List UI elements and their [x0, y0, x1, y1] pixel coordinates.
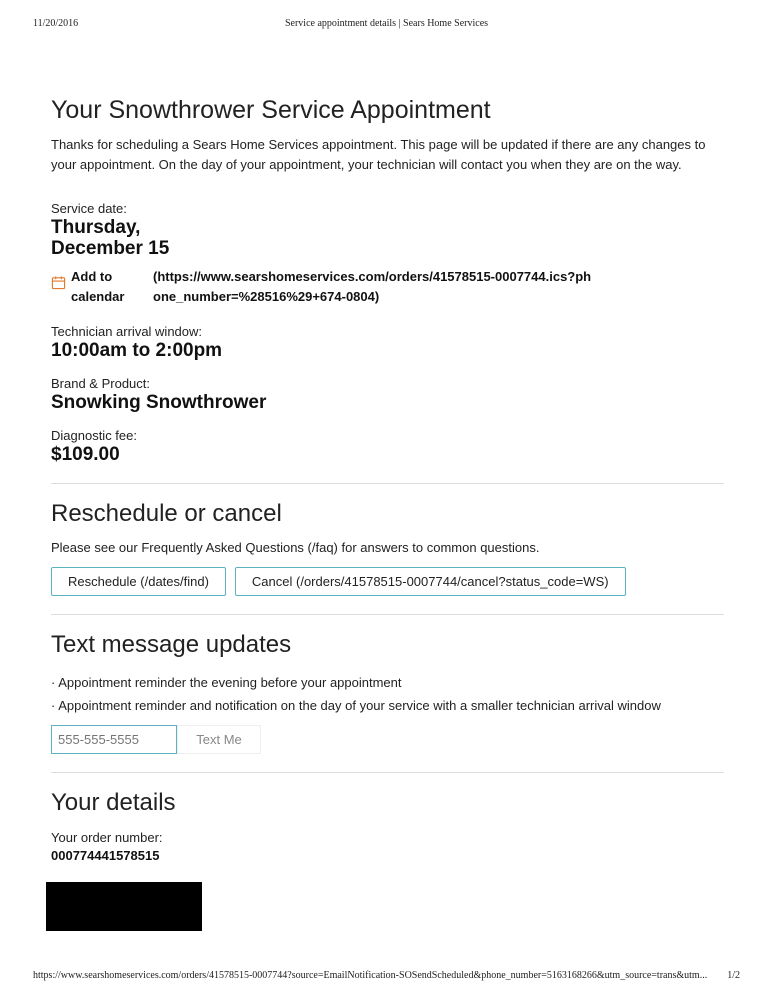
- text-updates-title: Text message updates: [51, 631, 292, 658]
- details-title: Your details: [51, 789, 176, 816]
- print-footer-url: https://www.searshomeservices.com/orders/41578515-0007744?source=EmailNotification-SOSendScheduled&phone_number=5163168266&utm_source=trans&utm...: [33, 970, 708, 981]
- intro-text: Thanks for scheduling a Sears Home Services appointment. This page will be updated if there are any changes to your appointment. On the day of your appointment, your technician will contact you when they are on the way.: [51, 137, 706, 172]
- add-to-calendar-url[interactable]: (https://www.searshomeservices.com/orders/41578515-0007744.ics?phone_number=%28516%29+674-0804): [153, 269, 592, 304]
- reschedule-title: Reschedule or cancel: [51, 500, 282, 527]
- text-me-button[interactable]: Text Me: [177, 725, 261, 754]
- brand-product-label: Brand & Product:: [51, 376, 150, 391]
- calendar-icon: [51, 275, 66, 290]
- service-date-value: [51, 217, 724, 259]
- add-to-calendar-label[interactable]: Add to calendar: [71, 269, 125, 304]
- cancel-button[interactable]: Cancel (/orders/41578515-0007744/cancel?status_code=WS): [235, 567, 626, 596]
- service-date-weekday: Thursday,: [51, 217, 141, 238]
- reschedule-button[interactable]: Reschedule (/dates/find): [51, 567, 226, 596]
- print-date: 11/20/2016: [33, 18, 79, 29]
- divider: [51, 614, 724, 615]
- order-number-value: 000774441578515: [51, 848, 160, 863]
- list-item: · Appointment reminder and notification on the day of your service with a smaller technician arrival window: [51, 698, 661, 713]
- order-number-label: Your order number:: [51, 830, 163, 845]
- add-to-calendar-link[interactable]: [51, 267, 724, 307]
- print-page-number: 1/2: [727, 970, 740, 981]
- arrival-window-value: 10:00am to 2:00pm: [51, 340, 223, 361]
- arrival-window-label: Technician arrival window:: [51, 324, 203, 339]
- service-date-day: December 15: [51, 238, 170, 259]
- appointment-page: [51, 96, 724, 897]
- reschedule-actions: [51, 567, 724, 596]
- diagnostic-fee-label: Diagnostic fee:: [51, 428, 137, 443]
- brand-product-value: Snowking Snowthrower: [51, 392, 267, 413]
- print-footer: [33, 970, 740, 981]
- divider: [51, 483, 724, 484]
- text-updates-list: [51, 671, 724, 717]
- redacted-address-block: [46, 882, 202, 931]
- phone-input[interactable]: [51, 725, 177, 754]
- divider: [51, 772, 724, 773]
- diagnostic-fee-value: $109.00: [51, 444, 120, 465]
- text-signup-form: [51, 725, 724, 754]
- page-title: Your Snowthrower Service Appointment: [51, 96, 491, 124]
- list-item: · Appointment reminder the evening before your appointment: [51, 675, 402, 690]
- print-page-title: Service appointment details | Sears Home Services: [284, 18, 489, 29]
- faq-text[interactable]: Please see our Frequently Asked Questions (/faq) for answers to common questions.: [51, 540, 540, 555]
- service-date-label: Service date:: [51, 201, 127, 216]
